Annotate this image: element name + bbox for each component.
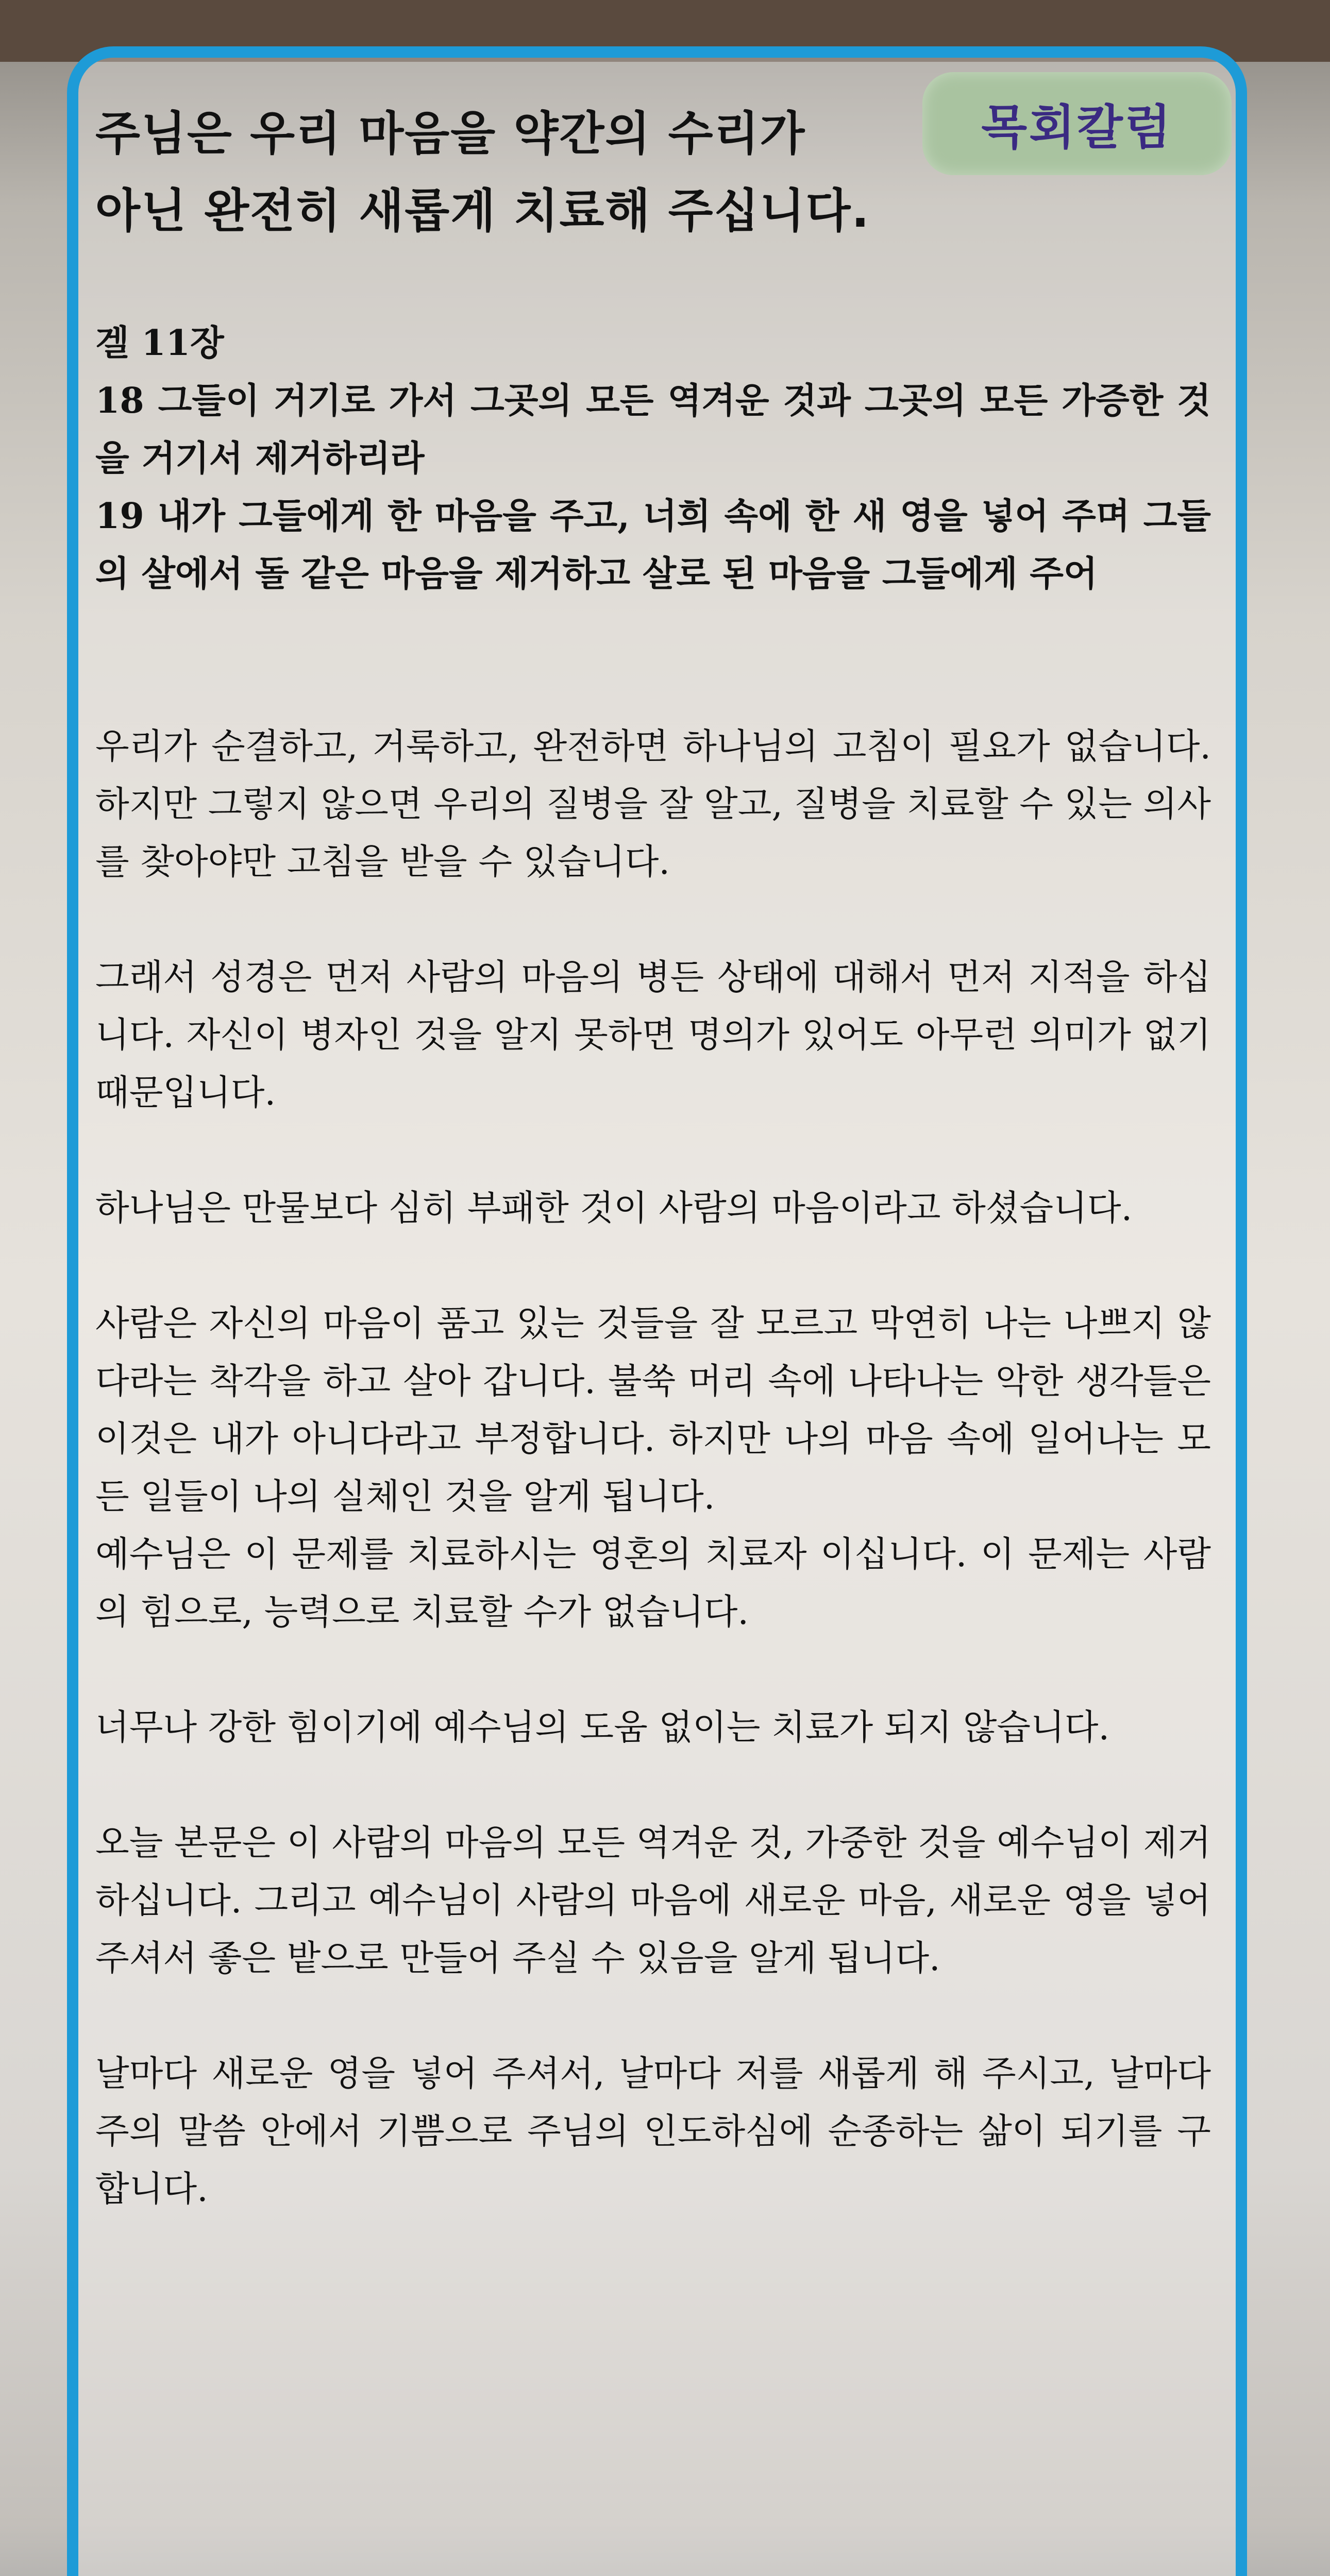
paragraph-3: 하나님은 만물보다 심히 부패한 것이 사람의 마음이라고 하셨습니다. [95, 1188, 1133, 1229]
column-title [95, 95, 971, 250]
scripture-verse-18: 18 그들이 거기로 가서 그곳의 모든 역겨운 것과 그곳의 모든 가증한 것을 거기서 제거하리라 [95, 380, 1211, 479]
scripture-verse-19: 19 내가 그들에게 한 마음을 주고, 너희 속에 한 새 영을 넣어 주며 그들의 살에서 돌 같은 마음을 제거하고 살로 된 마음을 그들에게 주어 [95, 496, 1211, 595]
column-badge: 목회칼럼 [922, 72, 1232, 175]
paragraph-1: 우리가 순결하고, 거룩하고, 완전하면 하나님의 고침이 필요가 없습니다. 하지만 그렇지 않으면 우리의 질병을 잘 알고, 질병을 치료할 수 있는 의사를 찾아야만 고침을 받을 수 있습니다. [95, 726, 1211, 883]
paragraph-2: 그래서 성경은 먼저 사람의 마음의 병든 상태에 대해서 먼저 지적을 하십니다. 자신이 병자인 것을 알지 못하면 명의가 있어도 아무런 의미가 없기 때문입니다. [95, 957, 1211, 1113]
title-line-2: 아닌 완전히 새롭게 치료해 주십니다. [95, 184, 870, 238]
paragraph-4: 사람은 자신의 마음이 품고 있는 것들을 잘 모르고 막연히 나는 나쁘지 않다라는 착각을 하고 살아 갑니다. 불쑥 머리 속에 나타나는 악한 생각들은 이것은 내가 아니다라고 부정합니다. 하지만 나의 마음 속에 일어나는 모든 일들이 나의 실체인 것을 알게 됩니다. [95, 1303, 1211, 1517]
title-line-1: 주님은 우리 마음을 약간의 수리가 [95, 107, 806, 161]
paragraph-7: 오늘 본문은 이 사람의 마음의 모든 역겨운 것, 가중한 것을 예수님이 제거하십니다. 그리고 예수님이 사람의 마음에 새로운 마음, 새로운 영을 넣어 주셔서 좋은 밭으로 만들어 주실 수 있음을 알게 됩니다. [95, 1823, 1211, 1979]
scripture-reference: 겔 11장 [95, 323, 224, 364]
article-body [95, 314, 1211, 2276]
paragraph-6: 너무나 강한 힘이기에 예수님의 도움 없이는 치료가 되지 않습니다. [95, 1707, 1110, 1748]
spacer [95, 603, 1211, 718]
paragraph-8: 날마다 새로운 영을 넣어 주셔서, 날마다 저를 새롭게 해 주시고, 날마다 주의 말씀 안에서 기쁨으로 주님의 인도하심에 순종하는 삶이 되기를 구합니다. [95, 2054, 1211, 2210]
paragraph-5: 예수님은 이 문제를 치료하시는 영혼의 치료자 이십니다. 이 문제는 사람의 힘으로, 능력으로 치료할 수가 없습니다. [95, 1534, 1211, 1633]
